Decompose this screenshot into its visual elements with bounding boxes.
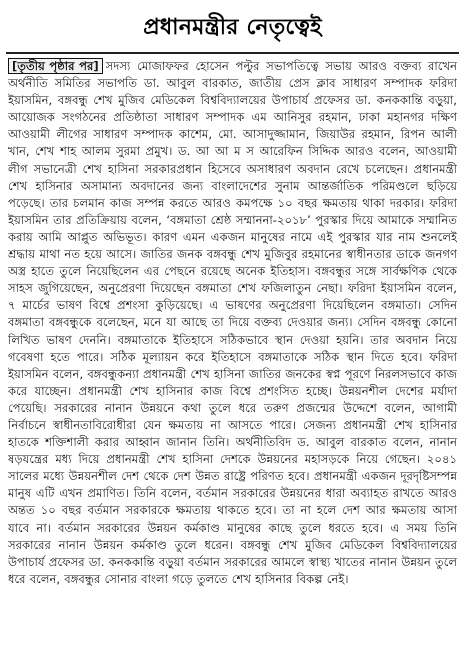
article-paragraph [8, 58, 457, 588]
article-body [8, 58, 457, 659]
headline: প্রধানমন্ত্রীর নেতৃত্বেই [143, 14, 322, 40]
headline-rule [6, 52, 459, 54]
article-text: সদস্য মোজাফফর হোসেন পল্টুর সভাপতিত্বে সভায় আরও বক্তব্য রাখেন অর্থনীতি সমিতির সভাপতি ডা. আবুল বারকাত, জাতীয় প্রেস ক্লাব সাধারণ সম্পাদক ফরিদা ইয়াসমিন, বঙ্গবন্ধু শেখ মুজিব মেডিকেল বিশ্ববিদ্যালয়ের উপাচার্য প্রফেসর ডা. কনককান্তি বড়ুয়া, আয়োজক সংগঠনের প্রতিষ্ঠাতা সাধারণ সম্পাদক এম আনিসুর রহমান, ঢাকা মহানগর দক্ষিণ আওয়ামী লীগের সাধারণ সম্পাদক কাশেম, মো. আসাদুজ্জামান, জিয়াউর রহমান, রিপন আলী খান, শেখ শাহ আলম সুরমা প্রমুখ। ড. আ আ ম স আরেফিন সিদ্দিক আরও বলেন, আওয়ামী লীগ সভানেত্রী শেখ হাসিনা সরকারপ্রধান হিসেবে অসাধারণ অবদান রেখে চলেছেন। প্রধানমন্ত্রী শেখ হাসিনার অসামান্য অবদানের জন্য বাংলাদেশের সুনাম আন্তর্জাতিক পরিমণ্ডলে ছড়িয়ে পড়েছে। তার চলমান কাজ সম্পন্ন করতে আরও কমপক্ষে ১০ বছর ক্ষমতায় থাকা দরকার। ফরিদা ইয়াসমিন তার প্রতিক্রিয়ায় বলেন, ‘বঙ্গমাতা শ্রেষ্ঠ সম্মাননা-২০১৮’ পুরস্কার দিয়ে আমাকে সম্মানিত করায় আমি আপ্লুত অভিভূত। কারণ এমন একজন মানুষের নামে এই পুরস্কার যার নাম শুনলেই শ্রদ্ধায় মাথা নত হয়ে আসে। জাতির জনক বঙ্গবন্ধু শেখ মুজিবুর রহমানের স্বাধীনতার ডাকে জনগণ অস্ত্র হাতে তুলে নিয়েছিলেন এর পেছনে রয়েছে অনেক ইতিহাস। বঙ্গবন্ধুর সঙ্গে সার্বক্ষণিক থেকে সাহস জুগিয়েছেন, অনুপ্রেরণা দিয়েছেন বঙ্গমাতা শেখ ফজিলাতুন নেছা। ফরিদা ইয়াসমিন বলেন, ৭ মার্চের ভাষণ বিশ্বে প্রশংসা কুড়িয়েছে। এ ভাষণের অনুপ্রেরণা দিয়েছিলেন বঙ্গমাতা। সেদিন বঙ্গমাতা বঙ্গবন্ধুকে বলেছেন, মনে যা আছে তা দিয়ে বক্তব্য দেওয়ার জন্য। সেদিন বঙ্গবন্ধু কোনো লিখিত ভাষণ দেননি। বঙ্গমাতাকে ইতিহাসে সঠিকভাবে স্থান দেওয়া হয়নি। তার অবদান নিয়ে গবেষণা হতে পারে। সঠিক মূল্যায়ন করে ইতিহাসে বঙ্গমাতাকে সঠিক স্থান দিতে হবে। ফরিদা ইয়াসমিন বলেন, বঙ্গবন্ধুকন্যা প্রধানমন্ত্রী শেখ হাসিনা জাতির জনকের স্বপ্ন পূরণে নিরলসভাবে কাজ করে যাচ্ছেন। প্রধানমন্ত্রী শেখ হাসিনার কাজ বিশ্বে প্রশংসিত হচ্ছে। উন্নয়নশীল দেশের মর্যাদা পেয়েছি। সরকারের নানান উন্নয়নে কথা তুলে ধরে তরুণ প্রজন্মের উদ্দেশে বলেন, আগামী নির্বাচনে স্বাধীনতাবিরোধীরা যেন ক্ষমতায় না আসতে পারে। সেজন্য প্রধানমন্ত্রী শেখ হাসিনার হাতকে শক্তিশালী করার আহ্বান জানান তিনি। অর্থনীতিবিদ ড. আবুল বারকাত বলেন, নানান ষড়যন্ত্রের মধ্য দিয়ে প্রধানমন্ত্রী শেখ হাসিনা দেশকে উন্নয়নের মহাসড়কে নিয়ে গেছেন। ২০৪১ সালের মধ্যে উন্নয়নশীল দেশ থেকে দেশ উন্নত রাষ্ট্রে পরিণত হবে। প্রধানমন্ত্রী একজন দূরদৃষ্টিসম্পন্ন মানুষ এটি এখন প্রমাণিত। তিনি বলেন, বর্তমান সরকারের উন্নয়নের ধারা অব্যাহত রাখতে আরও অন্তত ১০ বছর বর্তমান সরকারকে ক্ষমতায় থাকতে হবে। তা না হলে দেশ আর ক্ষমতায় আসা যাবে না। বর্তমান সরকারের উন্নয়ন কর্মকাণ্ড মানুষের কাছে তুলে ধরতে হবে। এ সময় তিনি সরকারের নানান উন্নয়ন কর্মকাণ্ড তুলে ধরেন। বঙ্গবন্ধু শেখ মুজিব মেডিকেল বিশ্ববিদ্যালয়ের উপাচার্য প্রফেসর ডা. কনককান্তি বড়ুয়া বর্তমান সরকারের আমলে স্বাস্থ্য খাতের নানান উন্নয়ন তুলে ধরে বলেন, বঙ্গবন্ধুর সোনার বাংলা গড়ে তুলতে শেখ হাসিনার বিকল্প নেই। [8, 59, 457, 586]
continuation-tag: [তৃতীয় পৃষ্ঠার পর] [8, 58, 103, 74]
headline-area [0, 6, 465, 50]
